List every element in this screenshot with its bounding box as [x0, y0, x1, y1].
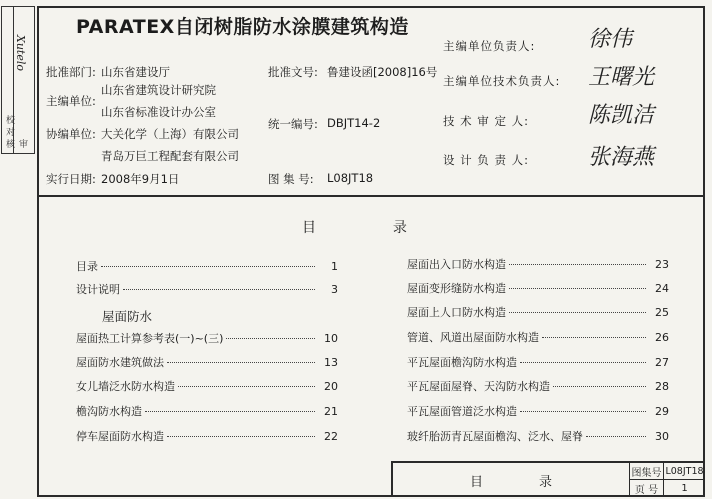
co-editor-1: 大关化学（上海）有限公司	[101, 127, 239, 141]
binding-strip	[1, 6, 35, 154]
title-block-name: 目 录	[393, 463, 630, 497]
toc-entry: 女儿墙泛水防水构造 20	[76, 380, 338, 393]
toc-entry: 屋面出入口防水构造 23	[407, 258, 669, 271]
toc-title	[302, 217, 409, 237]
toc-entry: 檐沟防水构造 21	[76, 405, 338, 418]
toc-entry: 目录 1	[76, 260, 338, 273]
page-label: 页 号	[630, 480, 664, 497]
chief-editor-2: 山东省标准设计办公室	[101, 105, 216, 119]
strip-signature: Xutelo	[14, 35, 27, 71]
strip-label-proofread: 校 对	[4, 115, 14, 136]
atlas-no: L08JT18	[327, 171, 374, 185]
signature-editor-head: 徐伟	[588, 27, 633, 52]
atlas-label: 图集号	[630, 463, 664, 480]
co-editor-label: 协编单位:	[46, 127, 96, 141]
toc-entry: 屋面变形缝防水构造 24	[407, 282, 669, 295]
toc-entry: 平瓦屋面屋脊、天沟防水构造 28	[407, 380, 669, 393]
strip-label-review: 审 核	[4, 139, 27, 148]
approval-dept-label: 批准部门:	[46, 65, 96, 79]
effective-date: 2008年9月1日	[101, 172, 180, 186]
atlas-value: L08JT18	[664, 463, 705, 480]
title-block	[391, 461, 705, 497]
toc-entry: 平瓦屋面管道泛水构造 29	[407, 405, 669, 418]
toc-entry: 平瓦屋面檐沟防水构造 27	[407, 356, 669, 369]
chief-editor-label: 主编单位:	[46, 94, 96, 108]
toc-entry: 屋面防水建筑做法 13	[76, 356, 338, 369]
unified-no: DBJT14-2	[327, 116, 381, 130]
co-editor-2: 青岛万巨工程配套有限公司	[101, 149, 239, 163]
toc-title-char: 目	[302, 220, 318, 236]
chief-editor-1: 山东省建筑设计研究院	[101, 83, 216, 97]
toc-section-roof-waterproofing: 屋面防水	[102, 309, 153, 324]
signature-tech-head: 王曙光	[588, 65, 655, 90]
approval-dept: 山东省建设厅	[101, 65, 170, 79]
responsible-label: 设 计 负 责 人:	[443, 153, 529, 167]
toc-entry: 设计说明 3	[76, 283, 338, 296]
signature-designer: 张海燕	[588, 145, 655, 170]
toc-entry: 屋面上人口防水构造 25	[407, 306, 669, 319]
unified-no-label: 统一编号:	[268, 117, 318, 131]
toc-title-char: 录	[392, 220, 409, 236]
approval-doc-label: 批准文号:	[268, 65, 318, 79]
toc-entry: 管道、风道出屋面防水构造 26	[407, 331, 669, 344]
responsible-label: 主编单位负责人:	[443, 39, 536, 53]
responsible-label: 主编单位技术负责人:	[443, 74, 561, 88]
page-value: 1	[681, 483, 688, 494]
header-divider	[37, 195, 705, 197]
toc-entry: 玻纤胎沥青瓦屋面檐沟、泛水、屋脊 30	[407, 430, 669, 443]
toc-entry: 屋面热工计算参考表(一)~(三) 10	[76, 332, 338, 345]
toc-entry: 停车屋面防水构造 22	[76, 430, 338, 443]
approval-doc: 鲁建设函[2008]16号	[327, 65, 438, 79]
atlas-no-label: 图 集 号:	[268, 172, 314, 186]
responsible-label: 技 术 审 定 人:	[443, 114, 529, 128]
atlas-title: PARATEX自闭树脂防水涂膜建筑构造	[76, 16, 409, 38]
signature-reviewer: 陈凯洁	[588, 103, 655, 128]
effective-label: 实行日期:	[46, 172, 96, 186]
